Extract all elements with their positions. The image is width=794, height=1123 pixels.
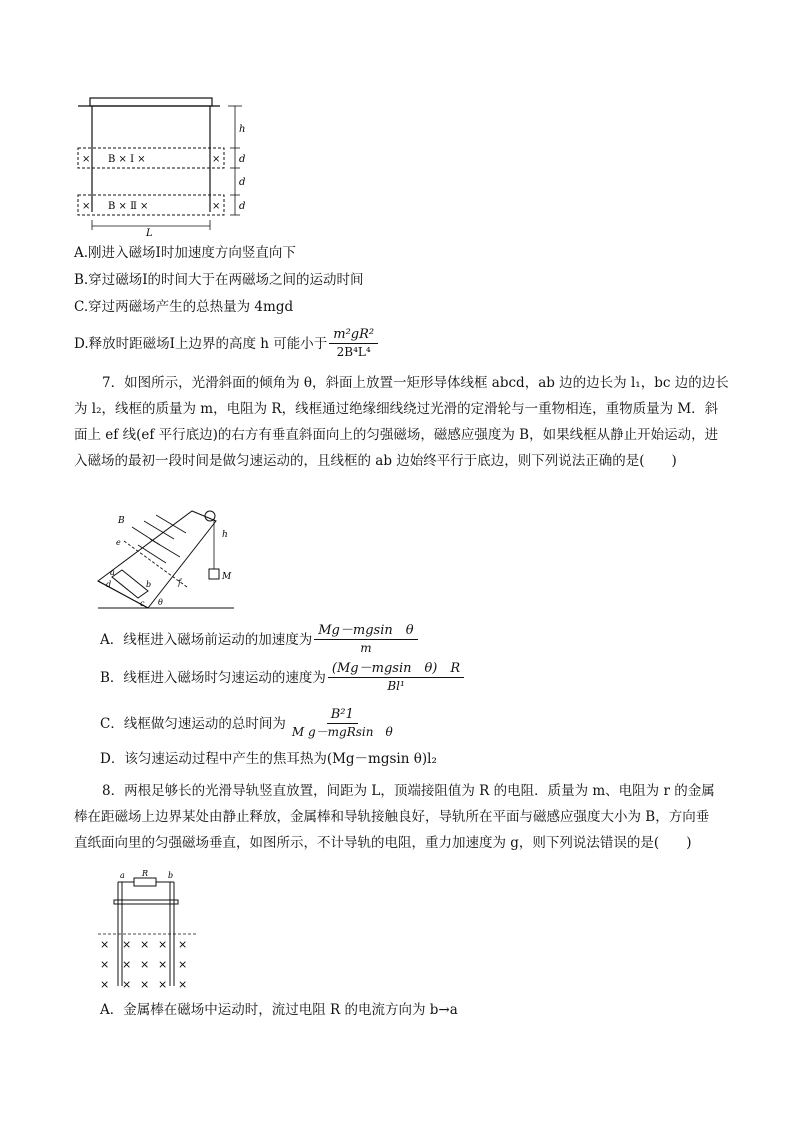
svg-text:×: ×: [178, 978, 188, 991]
svg-text:×: ×: [158, 958, 168, 971]
svg-text:×: ×: [100, 938, 110, 951]
svg-text:×: ×: [158, 938, 168, 951]
svg-text:R: R: [142, 869, 149, 878]
svg-text:d: d: [239, 201, 246, 212]
svg-text:c: c: [140, 599, 145, 608]
svg-text:×: ×: [122, 938, 132, 951]
q6-option-d: D.释放时距磁场Ⅰ上边界的高度 h 可能小于 $\frac{\text{m²gR²}}{\text{2B⁴L⁴}}$: [74, 326, 380, 361]
svg-text:×: ×: [82, 154, 91, 165]
field-region-2: [78, 195, 224, 215]
q7-option-c: C．线框做匀速运动的总时间为 $\frac{\text{B²1}}{\text{M g－mgRsin θ}}$: [100, 707, 393, 739]
hanging-mass: [209, 569, 219, 579]
svg-text:θ: θ: [158, 598, 163, 607]
svg-text:L: L: [146, 228, 153, 237]
svg-text:×: ×: [212, 201, 221, 212]
q6-option-b: B.穿过磁场Ⅰ的时间大于在两磁场之间的运动时间: [74, 272, 364, 288]
svg-text:×: ×: [122, 978, 132, 991]
q7-option-a: A．线框进入磁场前运动的加速度为 $\frac{\text{Mg－mgsin θ}}{m}$: [100, 622, 420, 657]
figure-two-fields: [70, 92, 270, 237]
svg-text:×: ×: [212, 154, 221, 165]
q7-option-d: D．该匀速运动过程中产生的焦耳热为(Mg－mgsin θ)l₂: [100, 751, 437, 767]
q8-stem: 8．两根足够长的光滑导轨竖直放置，间距为 L，顶端接阻值为 R 的电阻．质量为 m、电阻为 r 的金属 棒在距磁场上边界某处由静止释放，金属棒和导轨接触良好，导轨所在平面与磁感应强度大小为 B，方向垂 直纸面向里的匀强磁场垂直，如图所示，不计导轨的电阻，重力加速度为 g，则下列说法错误的是( ): [74, 783, 715, 851]
svg-text:×: ×: [140, 938, 150, 951]
svg-text:×: ×: [100, 958, 110, 971]
q7-option-b: B．线框进入磁场时匀速运动的速度为 $\frac{\text{(Mg－mgsin θ) R}}{\text{Bl¹}}$: [100, 660, 466, 695]
svg-text:d: d: [106, 580, 112, 589]
svg-text:a: a: [120, 871, 125, 880]
svg-text:d: d: [239, 154, 246, 165]
svg-text:h: h: [222, 530, 228, 540]
svg-text:M: M: [222, 572, 232, 582]
svg-text:×: ×: [178, 958, 188, 971]
q8-option-a: A．金属棒在磁场中运动时，流过电阻 R 的电流方向为 b→a: [100, 1002, 458, 1018]
figure-vertical-rails: [96, 868, 206, 996]
svg-text:B: B: [118, 516, 125, 526]
svg-text:×: ×: [82, 201, 91, 212]
svg-text:h: h: [239, 124, 246, 135]
svg-text:×: ×: [158, 978, 168, 991]
svg-text:b: b: [168, 871, 174, 880]
svg-text:a: a: [110, 568, 115, 577]
frame-top-bar: [90, 98, 212, 106]
q6-option-a: A.刚进入磁场Ⅰ时加速度方向竖直向下: [74, 245, 296, 261]
svg-text:b: b: [146, 580, 152, 589]
field-2-label: B × Ⅱ ×: [108, 201, 149, 212]
svg-text:d: d: [239, 177, 246, 188]
figure-incline: [92, 505, 242, 613]
q7-stem: 7．如图所示，光滑斜面的倾角为 θ，斜面上放置一矩形导体线框 abcd，ab 边的边长为 l₁，bc 边的边长 为 l₂，线框的质量为 m，电阻为 R，线框通过绝缘细线绕过光滑的定滑轮与一重物相连，重物质量为 M．斜 面上 ef 线(ef 平行底边)的右方有垂直斜面向上的匀强磁场，磁感应强度为 B，如果线框从静止开始运动，进 入磁场的最初一段时间是做匀速运动的，且线框的 ab 边始终平行于底边，则下列说法正确的是( ): [74, 375, 729, 469]
metal-rod: [114, 900, 178, 904]
svg-text:f: f: [178, 578, 181, 587]
field-region-1: [78, 148, 224, 168]
svg-text:×: ×: [100, 978, 110, 991]
field-1-label: B × Ⅰ ×: [108, 154, 146, 165]
svg-text:×: ×: [140, 958, 150, 971]
svg-text:×: ×: [122, 958, 132, 971]
q6-option-c: C.穿过两磁场产生的总热量为 4mgd: [74, 299, 294, 315]
svg-text:×: ×: [178, 938, 188, 951]
svg-text:e: e: [116, 538, 121, 547]
svg-text:×: ×: [140, 978, 150, 991]
resistor-R: [134, 878, 156, 886]
